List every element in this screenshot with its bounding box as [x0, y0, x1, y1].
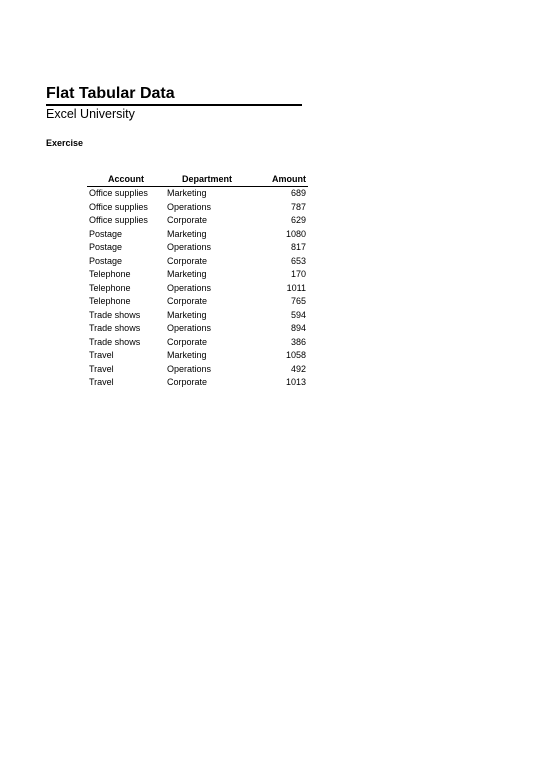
cell-account: Postage	[89, 228, 123, 239]
table-row	[87, 228, 308, 242]
page-title: Flat Tabular Data	[46, 84, 302, 106]
table-row	[87, 282, 308, 296]
cell-department: Corporate	[167, 255, 208, 266]
cell-amount: 653	[290, 255, 306, 266]
cell-amount: 817	[290, 242, 306, 252]
column-header-department: Department	[165, 173, 249, 187]
cell-amount: 386	[290, 336, 306, 347]
cell-department: Operations	[167, 282, 212, 293]
cell-account: Trade shows	[89, 323, 141, 333]
cell-account: Office supplies	[89, 201, 148, 212]
cell-department: Marketing	[167, 309, 207, 320]
table-row	[87, 187, 308, 201]
cell-department: Marketing	[167, 188, 207, 198]
table-row	[87, 268, 308, 282]
cell-account: Trade shows	[89, 309, 141, 320]
cell-amount: 1011	[286, 282, 306, 293]
cell-account: Postage	[89, 242, 123, 252]
table-row	[87, 376, 308, 390]
cell-department: Corporate	[167, 336, 208, 347]
table-row	[87, 255, 308, 269]
cell-amount: 1080	[285, 228, 306, 239]
data-table	[87, 173, 308, 390]
table-row	[87, 322, 308, 336]
cell-account: Telephone	[89, 282, 131, 293]
table-row	[87, 241, 308, 255]
table-row	[87, 363, 308, 377]
cell-amount: 689	[290, 188, 306, 198]
column-header-account: Account	[87, 173, 165, 187]
cell-account: Telephone	[89, 296, 131, 306]
page-subtitle: Excel University	[46, 107, 135, 121]
cell-account: Postage	[89, 255, 123, 266]
cell-amount: 170	[290, 269, 306, 279]
table-row	[87, 349, 308, 363]
cell-department: Operations	[167, 363, 212, 374]
cell-department: Marketing	[167, 228, 207, 239]
cell-amount: 594	[290, 309, 306, 320]
table-row	[87, 214, 308, 228]
cell-account: Telephone	[89, 269, 131, 279]
cell-amount: 492	[290, 363, 306, 374]
cell-account: Office supplies	[89, 188, 148, 198]
cell-department: Marketing	[167, 269, 207, 279]
cell-department: Operations	[167, 242, 212, 252]
cell-amount: 787	[290, 201, 306, 212]
cell-department: Marketing	[167, 350, 207, 360]
cell-department: Operations	[167, 201, 212, 212]
table-row	[87, 336, 308, 350]
table-row	[87, 295, 308, 309]
cell-department: Corporate	[167, 296, 208, 306]
cell-account: Travel	[89, 377, 114, 387]
cell-amount: 1058	[285, 350, 306, 360]
table-row	[87, 309, 308, 323]
cell-account: Trade shows	[89, 336, 141, 347]
cell-department: Corporate	[167, 377, 208, 387]
cell-amount: 765	[290, 296, 306, 306]
cell-amount: 1013	[285, 377, 306, 387]
cell-department: Operations	[167, 323, 212, 333]
column-header-amount: Amount	[249, 173, 308, 187]
cell-account: Travel	[89, 363, 114, 374]
cell-account: Office supplies	[89, 215, 148, 225]
cell-account: Travel	[89, 350, 114, 360]
cell-amount: 894	[290, 323, 306, 333]
cell-department: Corporate	[167, 215, 208, 225]
table-row	[87, 201, 308, 215]
section-label: Exercise	[46, 138, 84, 148]
table-header-row	[87, 173, 308, 187]
cell-amount: 629	[290, 215, 306, 225]
